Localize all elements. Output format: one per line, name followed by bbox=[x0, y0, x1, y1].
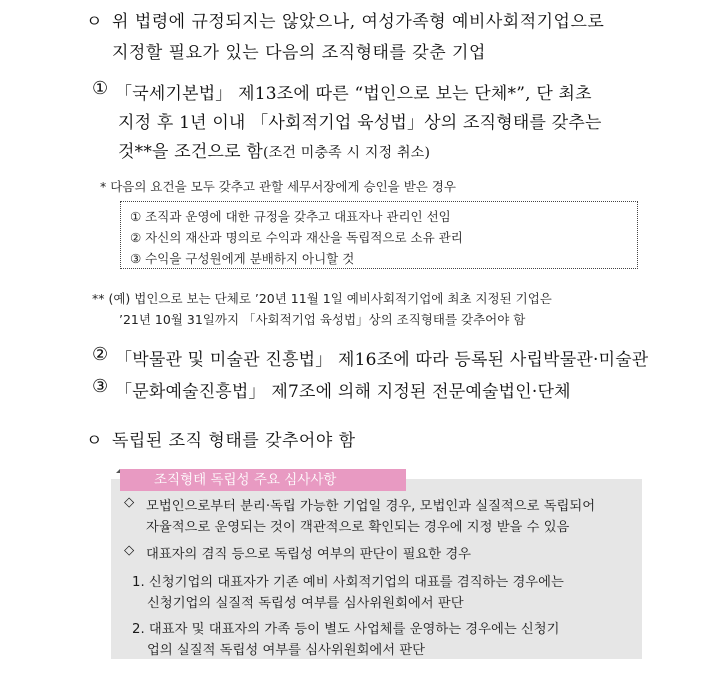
review-title: 조직형태 독립성 주요 심사사항 bbox=[154, 472, 337, 488]
item-1-line-1: 「국세기본법」 제13조에 따른 “법인으로 보는 단체*”, 단 최초 bbox=[115, 84, 592, 104]
condition-1: ① 조직과 운영에 대한 규정을 갖추고 대표자나 관리인 선임 bbox=[130, 209, 451, 224]
item-2-text: 「박물관 및 미술관 진흥법」 제16조에 따라 등록된 사립박물관·미술관 bbox=[115, 350, 649, 370]
section-1-line-2: 지정할 필요가 있는 다음의 조직형태를 갖춘 기업 bbox=[112, 43, 486, 63]
section-2-bullet: ㅇ bbox=[86, 431, 103, 451]
item-1-condition-note: (조건 미충족 시 지정 취소) bbox=[262, 145, 431, 161]
review-title-tab bbox=[120, 469, 406, 491]
item-1-line-3 bbox=[118, 137, 430, 162]
item-3-text: 「문화예술진흥법」 제7조에 의해 지정된 전문예술법인·단체 bbox=[115, 382, 571, 402]
condition-2: ② 자신의 재산과 명의로 수익과 재산을 독립적으로 소유 관리 bbox=[130, 230, 463, 245]
section-1-line-1: 위 법령에 규정되지는 않았으나, 여성가족형 예비사회적기업으로 bbox=[112, 12, 605, 32]
item-1-line-2: 지정 후 1년 이내 「사회적기업 육성법」상의 조직형태를 갖추는 bbox=[118, 113, 602, 133]
note-2-line-2: ’21년 10월 31일까지 「사회적기업 육성법」상의 조직형태를 갖추어야 함 bbox=[119, 312, 526, 327]
review-sub-item-1-line-1: 1. 신청기업의 대표자가 기존 예비 사회적기업의 대표를 겸직하는 경우에는 bbox=[132, 575, 564, 590]
review-sub-item-1-line-2: 신청기업의 실질적 독립성 여부를 심사위원회에서 판단 bbox=[147, 596, 464, 611]
item-3-number: ③ bbox=[92, 376, 109, 397]
note-2-line-1: ** (예) 법인으로 보는 단체로 ’20년 11월 1일 예비사회적기업에 최초 지정된 기업은 bbox=[92, 291, 552, 306]
review-point-1-line-2: 자율적으로 운영되는 것이 객관적으로 확인되는 경우에 지정 받을 수 있음 bbox=[146, 520, 570, 535]
condition-3: ③ 수익을 구성원에게 분배하지 아니할 것 bbox=[130, 251, 355, 266]
review-sub-item-2-line-2: 업의 실질적 독립성 여부를 심사위원회에서 판단 bbox=[147, 643, 426, 658]
item-1-number: ① bbox=[92, 78, 109, 99]
review-point-1-line-1: 모법인으로부터 분리·독립 가능한 기업일 경우, 모법인과 실질적으로 독립되어 bbox=[146, 499, 596, 514]
section-1-bullet: ㅇ bbox=[86, 12, 103, 32]
review-sub-item-2-line-1: 2. 대표자 및 대표자의 가족 등이 별도 사업체를 운영하는 경우에는 신청기 bbox=[132, 622, 560, 637]
note-1-lead: * 다음의 요건을 모두 갖추고 관할 세무서장에게 승인을 받은 경우 bbox=[100, 179, 456, 194]
review-point-2-line-1: 대표자의 겸직 등으로 독립성 여부의 판단이 필요한 경우 bbox=[146, 547, 472, 562]
item-2-number: ② bbox=[92, 344, 109, 365]
section-2-text: 독립된 조직 형태를 갖추어야 함 bbox=[112, 431, 356, 451]
review-point-2-marker: ◇ bbox=[124, 543, 135, 558]
item-1-line-3-main: 것**을 조건으로 함 bbox=[118, 142, 263, 162]
review-point-1-marker: ◇ bbox=[124, 495, 135, 510]
